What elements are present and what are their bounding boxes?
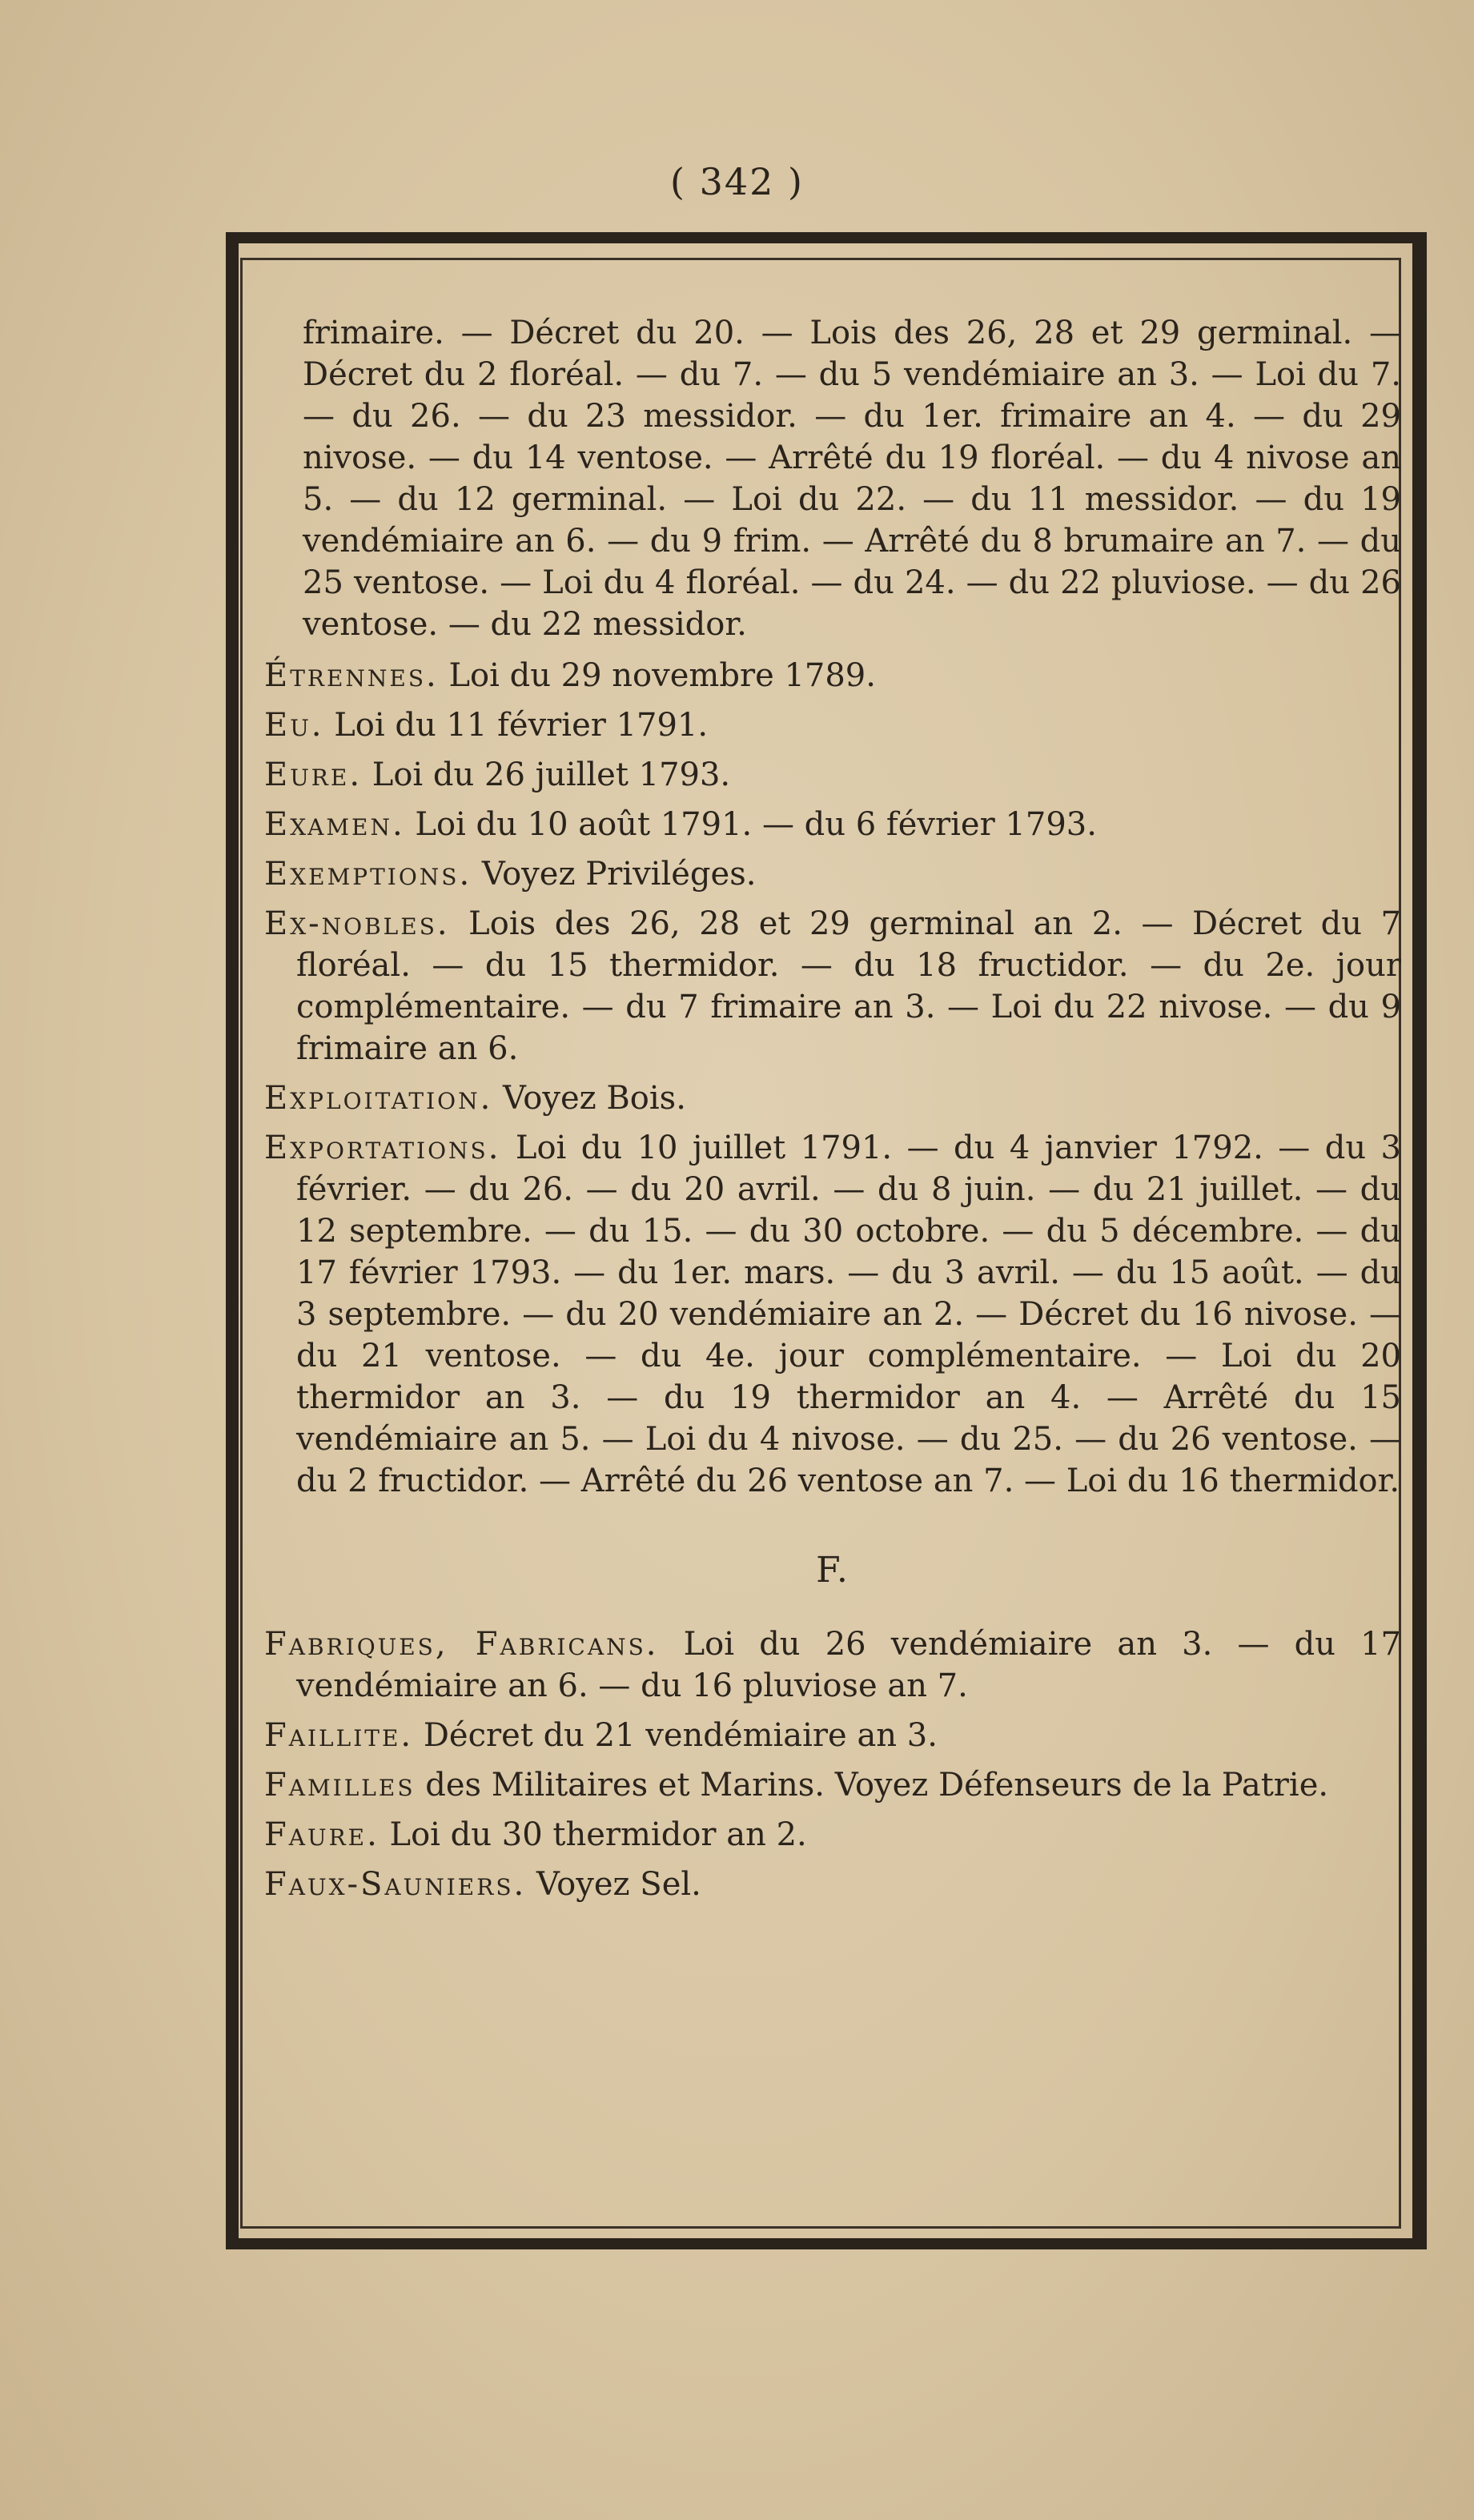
entry-text: Voyez Bois. <box>492 1080 686 1117</box>
entry-familles <box>264 1764 1401 1806</box>
entry-head: Examen. <box>264 806 405 843</box>
entry-exemptions <box>264 853 1401 895</box>
entry-text: Loi du 11 février 1791. <box>323 707 709 744</box>
entry-fabriques <box>264 1623 1401 1707</box>
entry-etrennes <box>264 655 1401 696</box>
entry-text: Voyez Priviléges. <box>472 856 757 893</box>
entry-text: Décret du 21 vendémiaire an 3. <box>413 1717 938 1754</box>
entry-head: Étrennes. <box>264 657 439 694</box>
entry-text: Voyez Sel. <box>526 1866 701 1903</box>
entry-head: Exportations. <box>264 1130 501 1166</box>
entry-text: Loi du 10 juillet 1791. — du 4 janvier 1792. — du 3 février. — du 26. — du 20 avril. — du 8 juin. — du 21 juillet. — du 12 septembre. — du 15. — du 30 octobre. — du 5 décembre. — du 17 février 1793. — du 1er. mars. — du 3 avril. — du 15 août. — du 3 septembre. — du 20 vendémiaire an 2. — Décret du 16 nivose. — du 21 ventose. — du 4e. jour complémentaire. — Loi du 20 thermidor an 3. — du 19 thermidor an 4. — Arrêté du 15 vendémiaire an 5. — Loi du 4 nivose. — du 25. — du 26 ventose. — du 2 fructidor. — Arrêté du 26 ventose an 7. — Loi du 16 thermidor. <box>296 1130 1401 1499</box>
entry-ex-nobles <box>264 903 1401 1069</box>
entry-faillite <box>264 1715 1401 1756</box>
entry-head: Eure. <box>264 756 363 793</box>
entry-text: des Militaires et Marins. Voyez Défenseurs de la Patrie. <box>415 1767 1329 1804</box>
entry-head: Ex-nobles. <box>264 905 450 942</box>
index-content <box>264 312 1401 1913</box>
entry-examen <box>264 804 1401 845</box>
entry-text: Loi du 26 juillet 1793. <box>362 756 731 793</box>
entry-text: Loi du 10 août 1791. — du 6 février 1793. <box>404 806 1097 843</box>
section-letter: F. <box>816 1550 849 1591</box>
entry-exportations <box>264 1127 1401 1502</box>
entry-head: Faillite. <box>264 1717 414 1754</box>
entry-head: Faux-Sauniers. <box>264 1866 527 1903</box>
entry-faure <box>264 1814 1401 1856</box>
entry-text: Lois des 26, 28 et 29 germinal an 2. — Décret du 7 floréal. — du 15 thermidor. — du 18 fructidor. — du 2e. jour complémentaire. — du 7 frimaire an 3. — Loi du 22 nivose. — du 9 frimaire an 6. <box>296 905 1401 1067</box>
entry-head: Familles <box>264 1767 416 1804</box>
page-number: ( 342 ) <box>670 160 804 203</box>
continuation-paragraph: frimaire. — Décret du 20. — Lois des 26, 28 et 29 germinal. — Décret du 2 floréal. — du 7. — du 5 vendémiaire an 3. — Loi du 7. — du 26. — du 23 messidor. — du 1er. frimaire an 4. — du 29 nivose. — du 14 ventose. — Arrêté du 19 floréal. — du 4 nivose an 5. — du 12 germinal. — Loi du 22. — du 11 messidor. — du 19 vendémiaire an 6. — du 9 frim. — Arrêté du 8 brumaire an 7. — du 25 ventose. — Loi du 4 floréal. — du 24. — du 22 pluviose. — du 26 ventose. — du 22 messidor. <box>303 315 1401 643</box>
entry-text: Loi du 29 novembre 1789. <box>438 657 876 694</box>
entry-text: Loi du 26 vendémiaire an 3. — du 17 vendémiaire an 6. — du 16 pluviose an 7. <box>296 1626 1402 1704</box>
entry-eure <box>264 754 1401 796</box>
entry-eu <box>264 704 1401 746</box>
entry-head: Faure. <box>264 1816 380 1853</box>
entry-head: Eu. <box>264 707 324 744</box>
entry-head: Fabriques, Fabricans. <box>264 1626 659 1663</box>
entry-faux-sauniers <box>264 1864 1401 1905</box>
entry-exploitation <box>264 1077 1401 1119</box>
entry-head: Exploitation. <box>264 1080 493 1117</box>
entry-text: Loi du 30 thermidor an 2. <box>379 1816 807 1853</box>
entry-head: Exemptions. <box>264 856 472 893</box>
